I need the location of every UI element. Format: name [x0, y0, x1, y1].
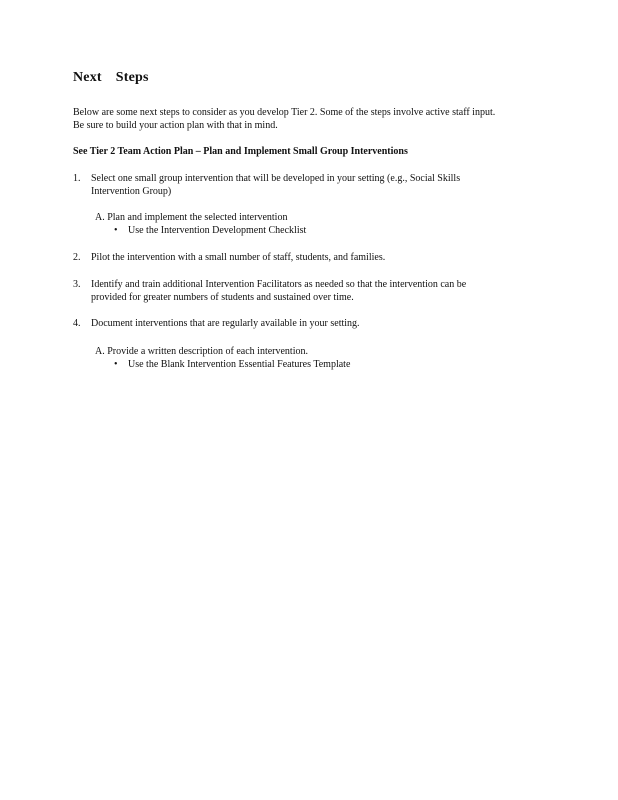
step-4-line-1: Document interventions that are regularly available in your setting. — [91, 318, 360, 329]
step-1-line-1: Select one small group intervention that will be developed in your setting (e.g., Social Skills — [91, 173, 461, 184]
step-3-line-1: Identify and train additional Intervention Facilitators as needed so that the intervention can be — [91, 279, 467, 290]
step-4-bullet-text: Use the Blank Intervention Essential Features Template — [128, 359, 351, 370]
step-2-text — [91, 251, 531, 264]
step-2-number: 2. — [73, 252, 81, 263]
step-1-number: 1. — [73, 173, 81, 184]
page-title-word-1: Next — [73, 70, 102, 85]
step-3-text — [91, 278, 531, 304]
step-1-bullet-text: Use the Intervention Development Checklist — [128, 225, 307, 236]
step-1-line-2: Intervention Group) — [91, 186, 172, 197]
step-2-line-1: Pilot the intervention with a small number of staff, students, and families. — [91, 252, 386, 263]
page-title — [73, 70, 149, 86]
page-title-word-2: Steps — [115, 70, 149, 85]
bullet-icon: • — [114, 225, 118, 236]
intro-paragraph — [73, 106, 553, 132]
step-4-text — [91, 317, 531, 330]
bullet-icon: • — [114, 359, 118, 370]
step-1-substep-a: A. Plan and implement the selected intervention — [95, 212, 288, 223]
step-3-number: 3. — [73, 279, 81, 290]
action-plan-reference: See Tier 2 Team Action Plan – Plan and Implement Small Group Interventions — [73, 146, 408, 157]
step-4-number: 4. — [73, 318, 81, 329]
step-3-line-2: provided for greater numbers of students and sustained over time. — [91, 292, 354, 303]
step-4-bullet — [114, 358, 350, 371]
step-1-text — [91, 172, 531, 198]
step-4-substep-a: A. Provide a written description of each intervention. — [95, 346, 308, 357]
intro-line-2: Be sure to build your action plan with that in mind. — [73, 120, 278, 131]
intro-line-1: Below are some next steps to consider as you develop Tier 2. Some of the steps involve active staff input. — [73, 107, 496, 118]
step-1-bullet — [114, 224, 306, 237]
